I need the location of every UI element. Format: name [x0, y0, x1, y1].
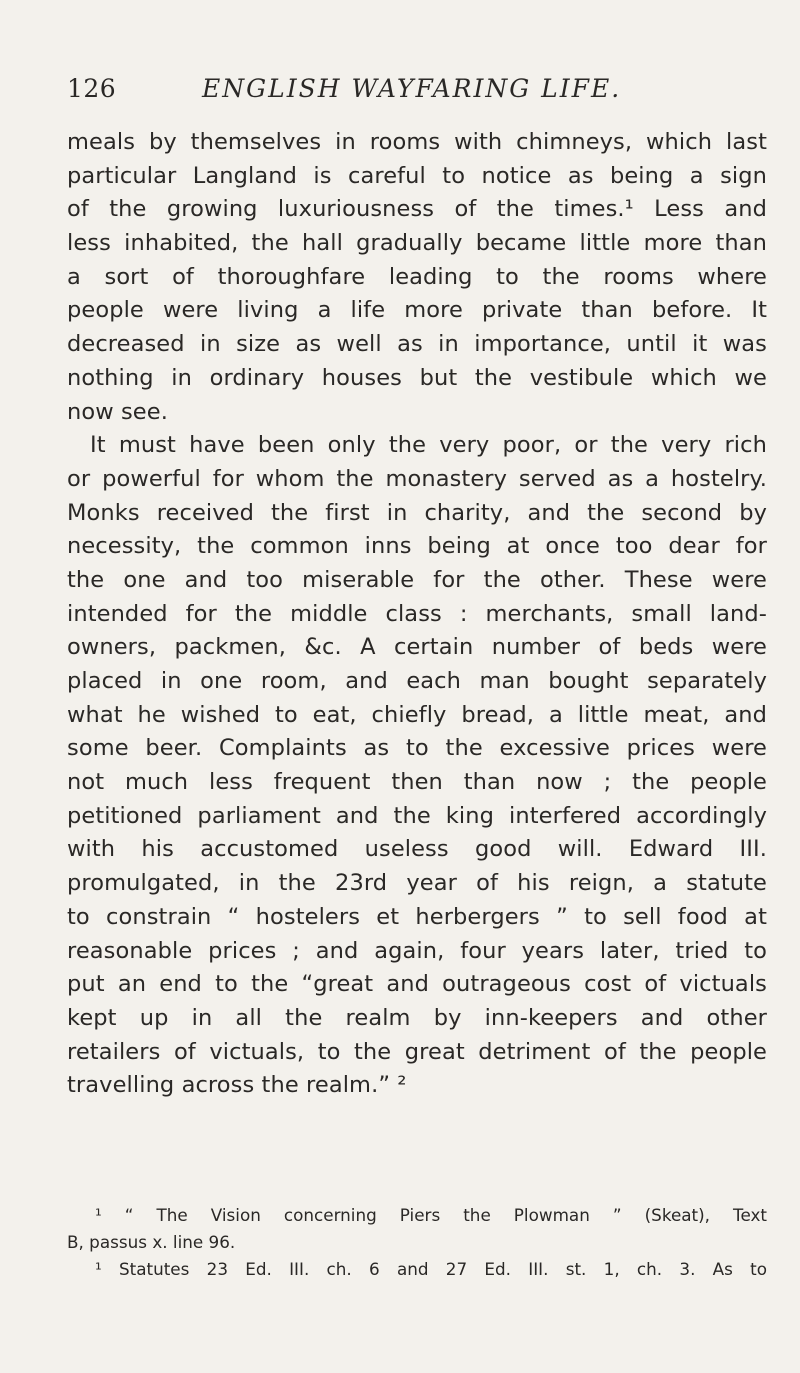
page-number: 126 — [67, 74, 117, 103]
text-line: reasonable prices ; and again, four years later, tried to — [67, 937, 767, 964]
text-line: with his accustomed useless good will. Edward III. — [67, 836, 767, 863]
text-line: owners, packmen, &c. A certain number of beds were — [67, 634, 767, 661]
text-line: of the growing luxuriousness of the times.¹ Less and — [67, 196, 767, 223]
text-line: put an end to the “great and outrageous cost of victuals — [67, 971, 767, 998]
text-line: decreased in size as well as in importance, until it was — [67, 331, 767, 358]
text-line: travelling across the realm.” ² — [67, 1072, 407, 1099]
text-line: promulgated, in the 23rd year of his reign, a statute — [67, 870, 767, 897]
text-line: necessity, the common inns being at once too dear for — [67, 533, 767, 560]
text-line: what he wished to eat, chiefly bread, a little meat, and — [67, 701, 767, 728]
text-line: retailers of victuals, to the great detriment of the people — [67, 1038, 767, 1065]
text-line: the one and too miserable for the other. These were — [67, 566, 767, 593]
text-line: to constrain “ hostelers et herbergers ” to sell food at — [67, 903, 767, 930]
text-line: people were living a life more private than before. It — [67, 297, 767, 324]
paragraph-start-line: It must have been only the very poor, or the very rich — [90, 432, 767, 459]
running-head — [67, 74, 767, 114]
text-line: petitioned parliament and the king interfered accordingly — [67, 802, 767, 829]
text-line: nothing in ordinary houses but the vestibule which we — [67, 364, 767, 391]
body-text — [67, 126, 767, 1103]
text-line: meals by themselves in rooms with chimneys, which last — [67, 129, 767, 155]
running-title: ENGLISH WAYFARING LIFE. — [202, 74, 622, 103]
text-line: a sort of thoroughfare leading to the rooms where — [67, 263, 767, 290]
text-line: kept up in all the realm by inn-keepers and other — [67, 1004, 767, 1031]
footnote-line: ¹ “ The Vision concerning Piers the Plowman ” (Skeat), Text — [95, 1205, 767, 1225]
footnote-line: ¹ Statutes 23 Ed. III. ch. 6 and 27 Ed. III. st. 1, ch. 3. As to — [95, 1259, 767, 1279]
text-line: now see. — [67, 398, 168, 425]
text-line: placed in one room, and each man bought separately — [67, 668, 767, 694]
text-line: or powerful for whom the monastery served as a hostelry. — [67, 465, 767, 492]
footnotes — [67, 1202, 767, 1283]
text-line: intended for the middle class : merchants, small land- — [67, 600, 767, 627]
text-line: some beer. Complaints as to the excessive prices were — [67, 735, 767, 762]
text-line: not much less frequent then than now ; the people — [67, 769, 767, 796]
text-line: less inhabited, the hall gradually became little more than — [67, 230, 767, 257]
footnote-line: B, passus x. line 96. — [67, 1232, 236, 1252]
text-line: Monks received the first in charity, and the second by — [67, 499, 767, 526]
text-line: particular Langland is careful to notice as being a sign — [67, 162, 767, 189]
